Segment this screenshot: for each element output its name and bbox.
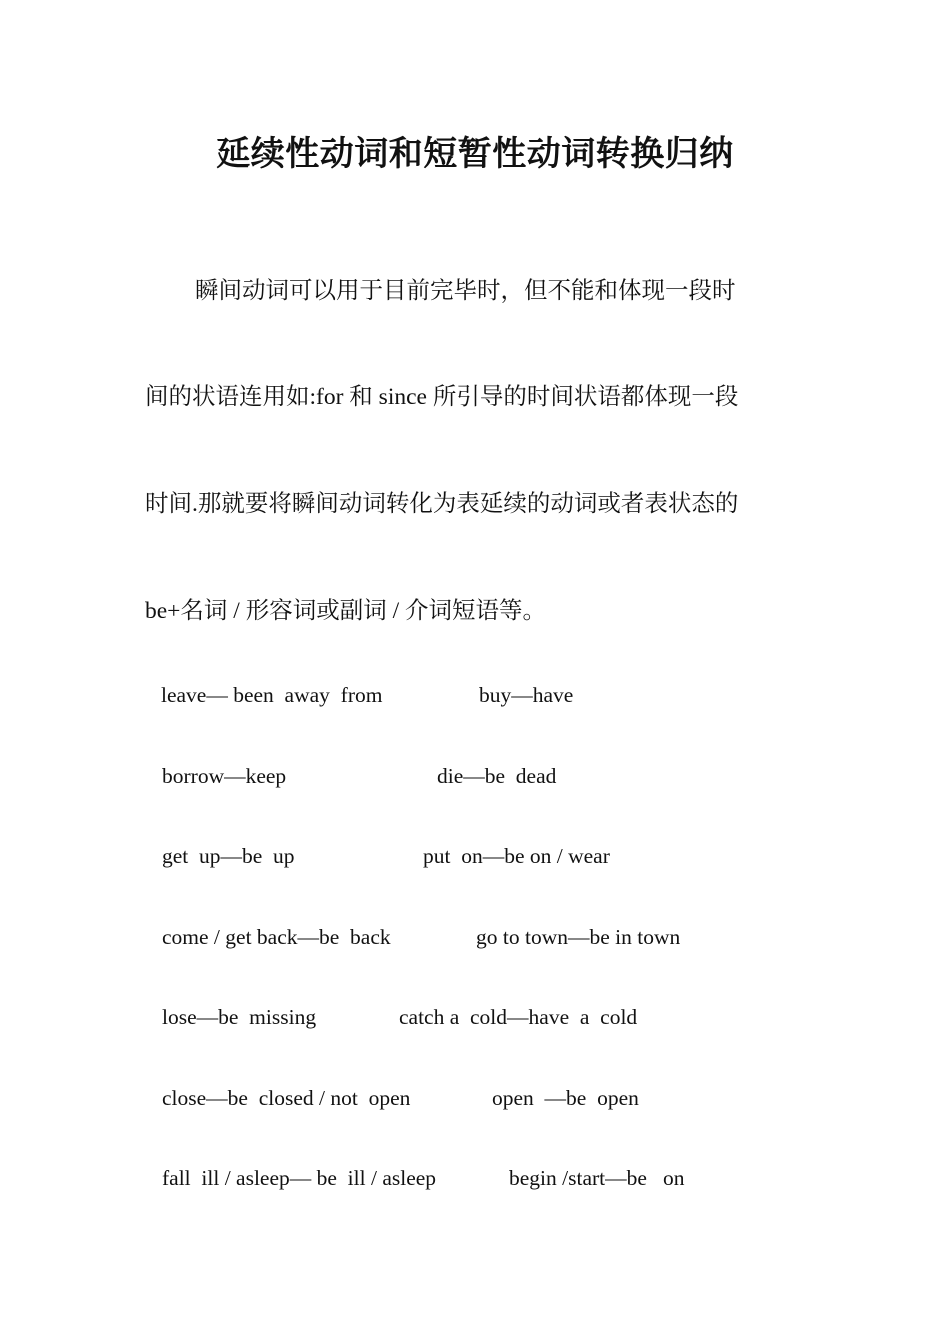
verb-pair-5-left: lose—be missing xyxy=(162,1005,317,1029)
verb-pair-6-left: close—be closed / not open xyxy=(162,1086,411,1110)
verb-pair-1-left: leave— been away from xyxy=(161,683,383,707)
verb-pair-1-right: buy—have xyxy=(479,683,574,707)
verb-pair-4-left: come / get back—be back xyxy=(162,925,391,949)
verb-pair-4-right: go to town—be in town xyxy=(476,925,681,949)
paragraph-line-2: 间的状语连用如:for 和 since 所引导的时间状语都体现一段 xyxy=(145,384,739,410)
verb-pair-7-right: begin /start—be on xyxy=(509,1166,685,1190)
paragraph-line-4: be+名词 / 形容词或副词 / 介词短语等。 xyxy=(145,598,546,624)
verb-pair-2-right: die—be dead xyxy=(437,764,557,788)
verb-pair-7-left: fall ill / asleep— be ill / asleep xyxy=(162,1166,437,1190)
verb-pair-6-right: open —be open xyxy=(492,1086,639,1110)
verb-pair-2-left: borrow—keep xyxy=(162,764,287,788)
verb-pair-3-left: get up—be up xyxy=(162,844,295,868)
verb-pair-5-right: catch a cold—have a cold xyxy=(399,1005,638,1029)
verb-pair-3-right: put on—be on / wear xyxy=(423,844,610,868)
document-title: 延续性动词和短暂性动词转换归纳 xyxy=(216,136,734,173)
paragraph-line-3: 时间.那就要将瞬间动词转化为表延续的动词或者表状态的 xyxy=(145,491,739,517)
paragraph-line-1: 瞬间动词可以用于目前完毕时，但不能和体现一段时 xyxy=(195,278,736,304)
